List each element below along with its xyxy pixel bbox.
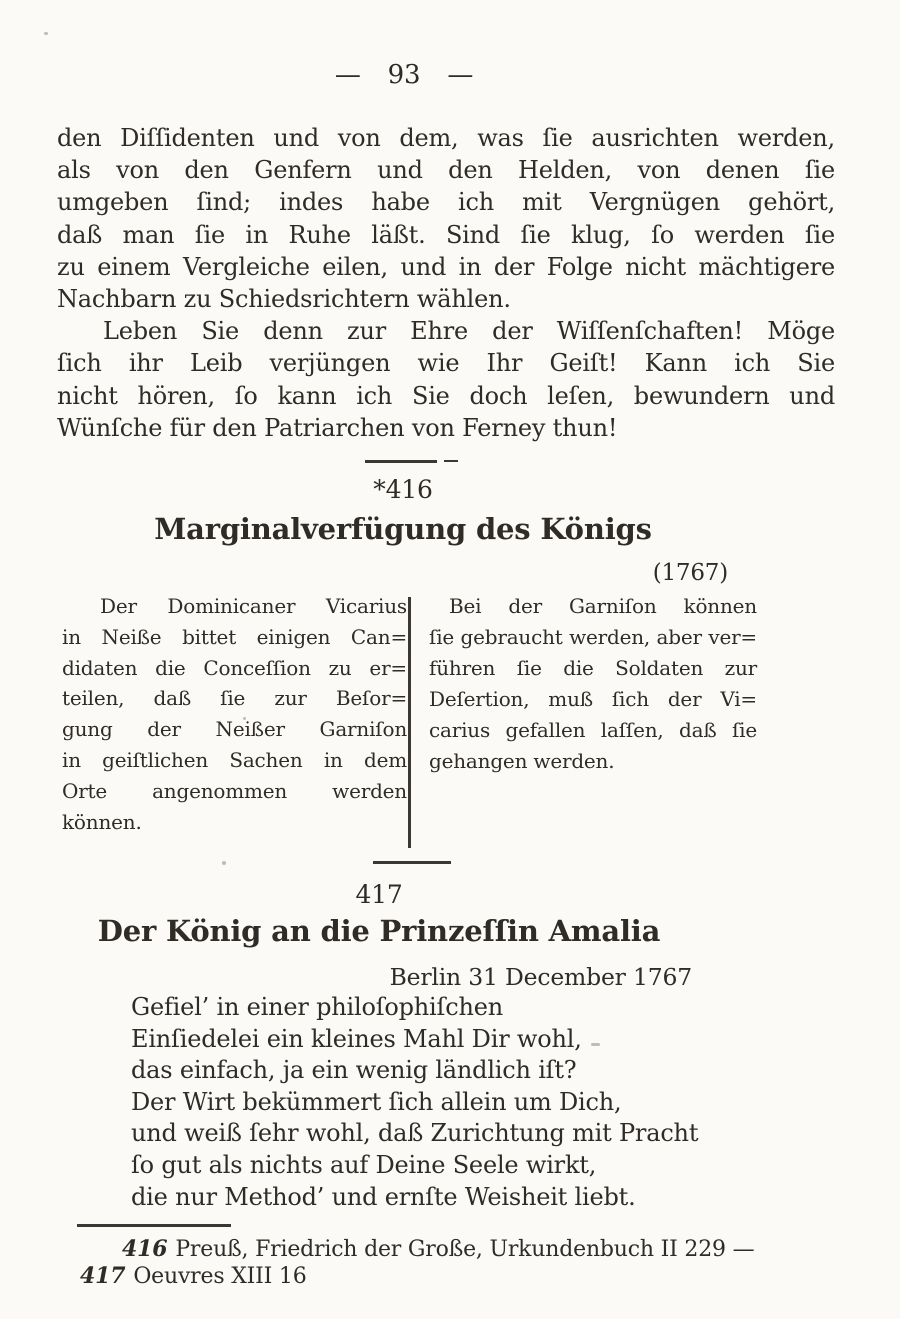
decree-right-column [429,591,757,777]
column-line: in geiſtlichen Sachen in dem [62,747,407,772]
decree-left-column [62,591,407,837]
scan-speck [44,32,48,35]
poem-line: und weiß ſehr wohl, daß Zurichtung mit Pracht [131,1119,699,1148]
poem-block [131,992,698,1213]
section-year: (1767) [652,560,728,586]
column-line: in Neiße bittet einigen Can= [62,624,407,649]
section-divider-dash [444,460,458,462]
dateline: Berlin 31 December 1767 [389,963,692,991]
section-417-heading [0,882,758,946]
section-divider [373,861,451,864]
letter-line: Leben Sie denn zur Ehre der Wiſſenſchaften! Möge [103,317,835,346]
letter-line: Nachbarn zu Schiedsrichtern wählen. [57,285,511,314]
header-dash-left: — [334,60,361,90]
page-number: 93 [387,60,421,90]
page-header [0,60,808,90]
column-line: Orte angenommen werden [62,778,407,803]
poem-line: das einfach, ja ein wenig ländlich iſt? [131,1056,577,1085]
poem-line: Der Wirt bekümmert ſich allein um Dich, [131,1087,622,1116]
header-dash-right: — [447,60,474,90]
letter-line: nicht hören, ſo kann ich Sie doch leſen, bewundern und [57,381,835,410]
footnote-rule [77,1224,231,1227]
scan-speck [222,861,226,865]
letter-line: umgeben ſind; indes habe ich mit Vergnügen gehört, [57,188,835,217]
column-line: didaten die Conceſſion zu er= [62,655,407,680]
poem-line: die nur Method’ und ernſte Weisheit liebt. [131,1182,636,1211]
poem-line: Gefiel’ in einer philoſophiſchen [131,993,503,1021]
column-line: teilen, daß ſie zur Beſor= [62,686,407,711]
column-line: Der Dominicaner Vicarius [100,594,407,618]
section-divider [365,460,437,463]
section-title: Marginalverfügung des Königs [154,512,652,546]
letter-line: als von den Genfern und den Helden, von denen ſie [57,156,835,185]
footnote-text: Oeuvres XIII 16 [133,1264,307,1289]
section-number: 417 [355,880,403,909]
letter-line: daß man ſie in Ruhe läßt. Sind ſie klug, ſo werden ſie [57,220,835,249]
column-line: gung der Neißer Garniſon [62,717,407,742]
column-line: können. [62,809,142,834]
letter-line: den Diſſidenten und von dem, was ſie ausrichten werden, [57,124,835,152]
column-line: führen ſie die Soldaten zur [429,656,757,680]
footnote-number: 417 [80,1263,126,1289]
poem-line: Einſiedelei ein kleines Mahl Dir wohl, [131,1024,582,1053]
footnote-417 [80,1263,307,1290]
footnote-number: 416 [122,1236,168,1262]
column-divider-rule [408,597,411,848]
footnote-416 [122,1236,754,1263]
section-title: Der König an die Prinzeſſin Amalia [97,914,661,948]
column-line: Deſertion, muß ſich der Vi= [429,687,757,711]
poem-line: ſo gut als nichts auf Deine Seele wirkt, [131,1150,597,1179]
letter-line: Wünſche für den Patriarchen von Ferney thun! [57,413,618,442]
letter-line: ſich ihr Leib verjüngen wie Ihr Geiſt! Kann ich Sie [57,349,835,378]
column-line: carius gefallen laſſen, daß ſie [429,718,757,742]
section-number: *416 [373,475,433,504]
letter-text-block [57,122,835,444]
letter-line: zu einem Vergleiche eilen, und in der Folge nicht mächtigere [57,252,835,281]
column-line: Bei der Garniſon können [449,594,757,618]
column-line: ſie gebraucht werden, aber ver= [429,625,757,649]
section-416-heading [0,477,806,544]
footnote-text: Preuß, Friedrich der Große, Urkundenbuch II 229 — [175,1237,755,1262]
column-line: gehangen werden. [429,749,615,773]
